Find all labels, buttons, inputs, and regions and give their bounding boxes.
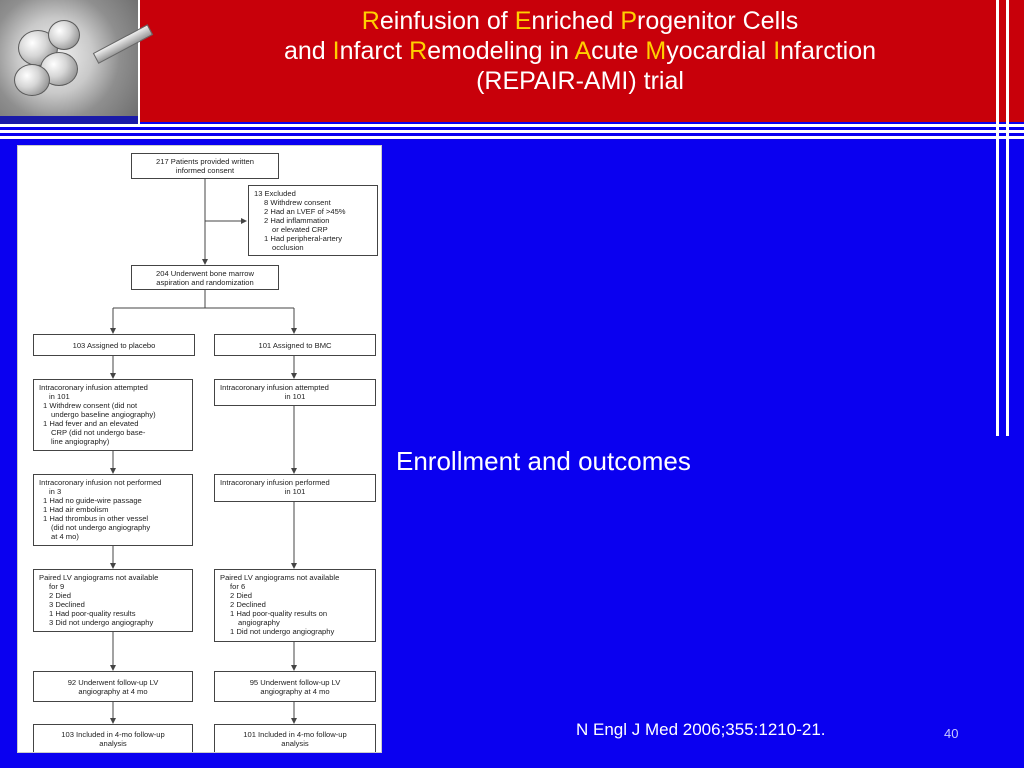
placebo-attempted-box: Intracoronary infusion attempted in 101 1 Withdrew consent (did not undergo baseline angiography) 1 Had fever and an elevated CRP (did not undergo base- line angiography) bbox=[33, 379, 193, 451]
title-text-segment: rogenitor Cells bbox=[637, 7, 799, 35]
title-accent-letter: R bbox=[409, 37, 428, 65]
title-text-segment: yocardial bbox=[666, 37, 774, 65]
divider-line-2 bbox=[0, 130, 1024, 133]
vertical-rule-2 bbox=[1006, 0, 1009, 436]
excluded-box: 13 Excluded 8 Withdrew consent 2 Had an LVEF of >45% 2 Had inflammation or elevated CRP 1 Had peripheral-artery occlusion bbox=[248, 185, 378, 256]
title-text-segment: cute bbox=[591, 37, 646, 65]
title-text-segment: nriched bbox=[531, 7, 621, 35]
consent-box: 217 Patients provided written informed consent bbox=[131, 153, 279, 179]
page-number: 40 bbox=[944, 726, 959, 741]
placebo-assigned-box: 103 Assigned to placebo bbox=[33, 334, 195, 356]
bmc-not-available-box: Paired LV angiograms not available for 6 2 Died 2 Declined 1 Had poor-quality results on angiography 1 Did not undergo angiography bbox=[214, 569, 376, 642]
cell-microscopy-image bbox=[0, 0, 140, 124]
embryo-cell-3 bbox=[14, 64, 50, 96]
bmc-assigned-box: 101 Assigned to BMC bbox=[214, 334, 376, 356]
slide-subtitle: Enrollment and outcomes bbox=[396, 446, 691, 476]
placebo-followup-box: 92 Underwent follow-up LV angiography at 4 mo bbox=[33, 671, 193, 702]
vertical-rule-1 bbox=[996, 0, 999, 436]
title-text-segment: nfarction bbox=[780, 37, 877, 65]
title-accent-letter: E bbox=[514, 7, 532, 35]
flowchart-panel bbox=[17, 145, 382, 753]
citation: N Engl J Med 2006;355:1210-21. bbox=[576, 720, 826, 739]
randomization-box: 204 Underwent bone marrow aspiration and randomization bbox=[131, 265, 279, 290]
embryo-cell-4 bbox=[48, 20, 80, 50]
title-accent-letter: M bbox=[645, 37, 667, 65]
bmc-performed-box: Intracoronary infusion performed in 101 bbox=[214, 474, 376, 502]
placebo-not-available-box: Paired LV angiograms not available for 9 2 Died 3 Declined 1 Had poor-quality results 3 Did not undergo angiography bbox=[33, 569, 193, 632]
placebo-analysis-box: 103 Included in 4-mo follow-up analysis bbox=[33, 724, 193, 753]
divider-line-3 bbox=[0, 136, 1024, 139]
slide-title bbox=[150, 6, 1010, 96]
bmc-attempted-box: Intracoronary infusion attempted in 101 bbox=[214, 379, 376, 406]
title-text-segment: nfarct bbox=[339, 37, 410, 65]
title-line-3: (REPAIR-AMI) trial bbox=[476, 67, 684, 95]
divider-line-1 bbox=[0, 124, 1024, 127]
title-accent-letter: I bbox=[332, 37, 340, 65]
image-base-strip bbox=[0, 116, 138, 124]
title-text-segment: emodeling in bbox=[427, 37, 575, 65]
title-accent-letter: R bbox=[361, 7, 380, 35]
bmc-followup-box: 95 Underwent follow-up LV angiography at 4 mo bbox=[214, 671, 376, 702]
title-accent-letter: P bbox=[620, 7, 638, 35]
title-text-segment: einfusion of bbox=[379, 7, 515, 35]
title-line-1 bbox=[150, 6, 1010, 36]
title-text-segment: and bbox=[283, 37, 333, 65]
title-accent-letter: A bbox=[574, 37, 592, 65]
placebo-not-performed-box: Intracoronary infusion not performed in 3 1 Had no guide-wire passage 1 Had air embolism 1 Had thrombus in other vessel (did not undergo angiography at 4 mo) bbox=[33, 474, 193, 546]
title-accent-letter: I bbox=[773, 37, 781, 65]
bmc-analysis-box: 101 Included in 4-mo follow-up analysis bbox=[214, 724, 376, 753]
title-line-2 bbox=[150, 36, 1010, 66]
